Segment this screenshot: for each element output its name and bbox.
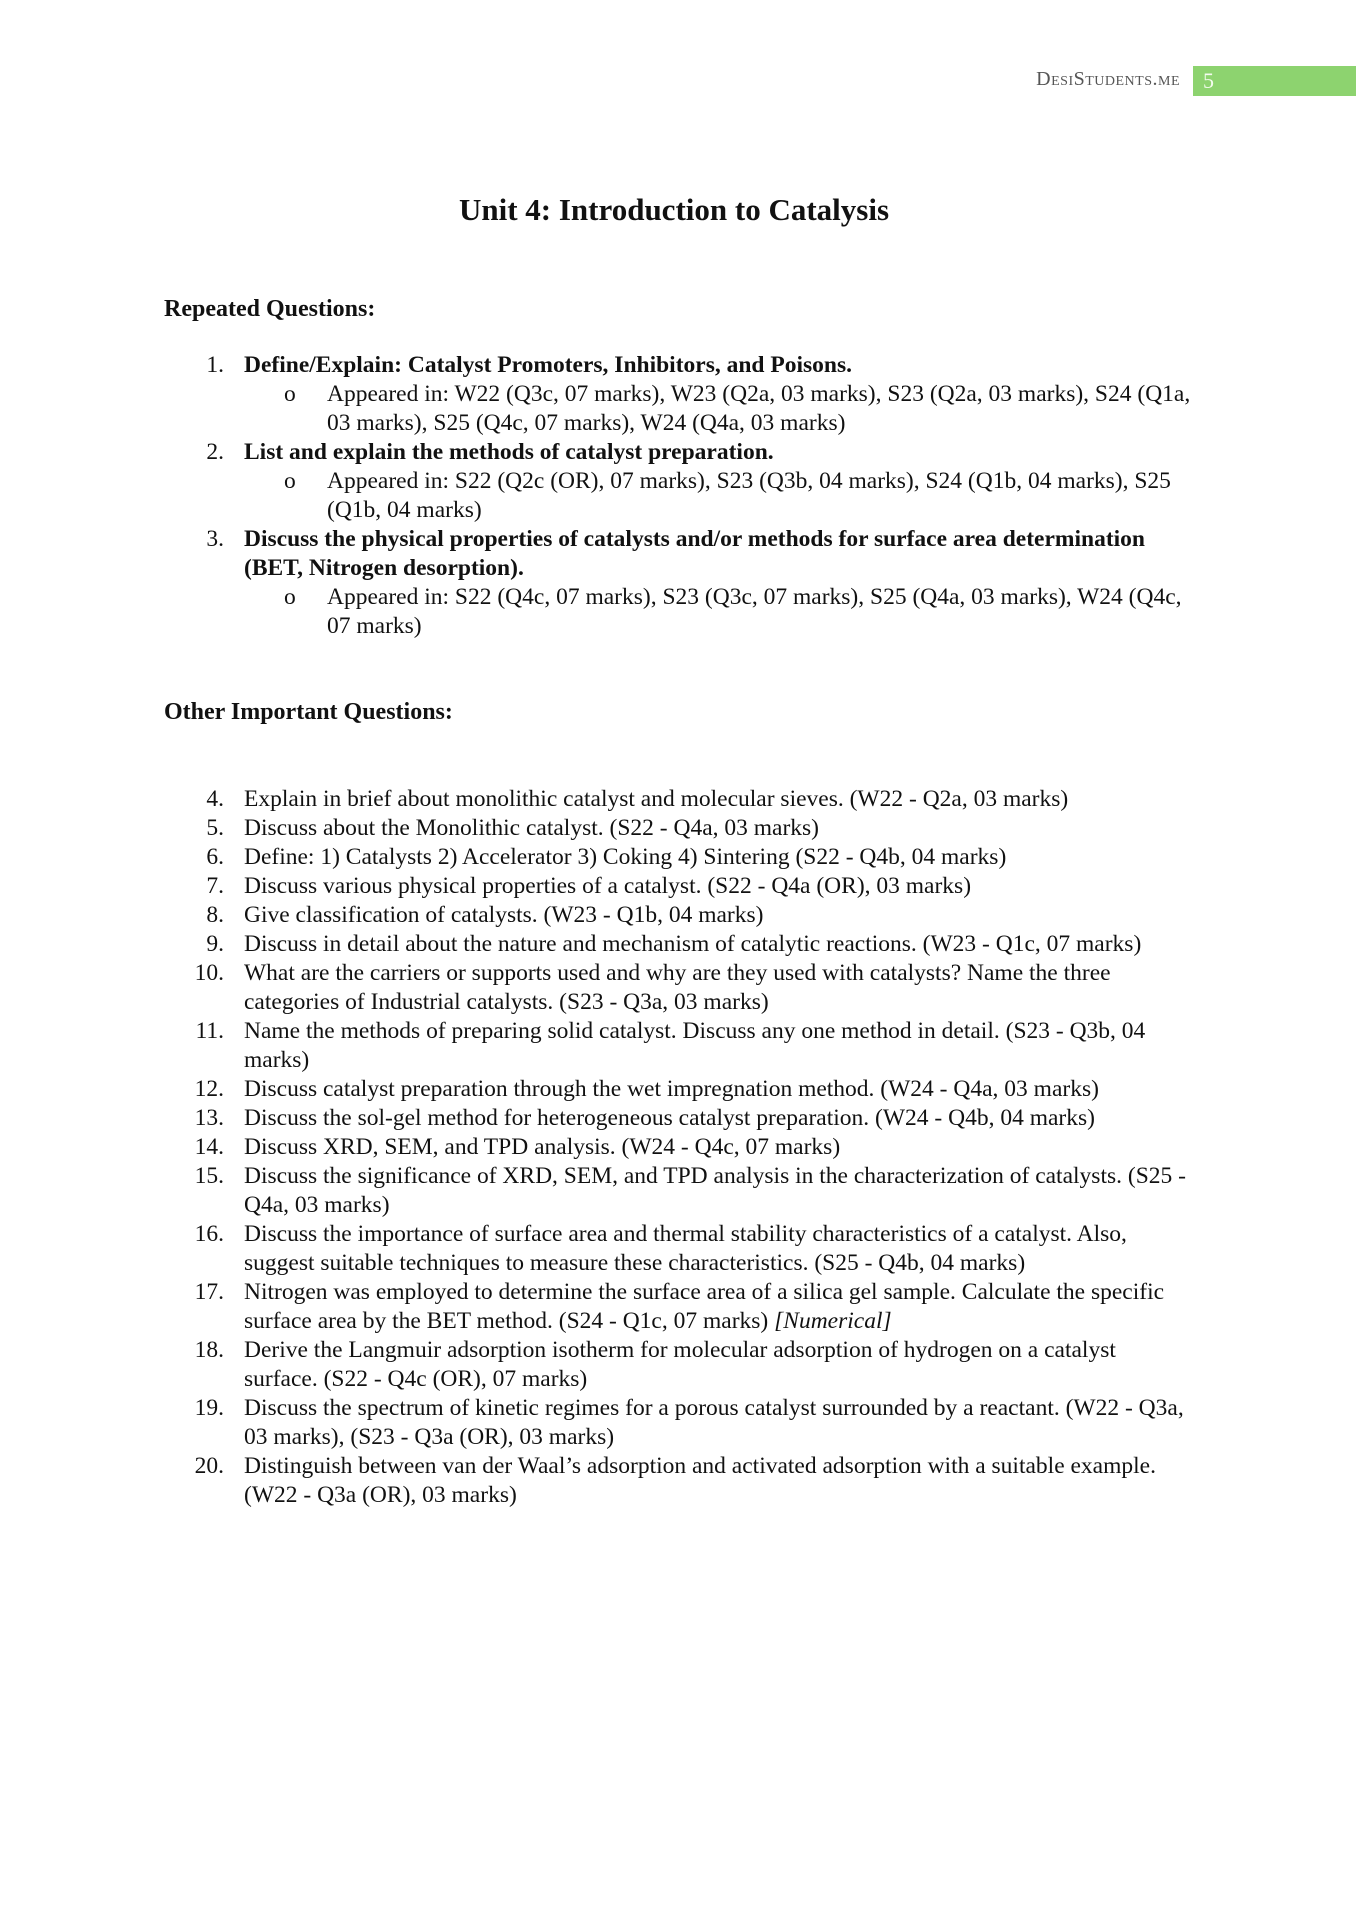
list-item bbox=[164, 1336, 1194, 1394]
page-number-badge: 5 bbox=[1193, 66, 1356, 96]
list-item bbox=[164, 959, 1194, 1017]
item-number: 11. bbox=[195, 1018, 224, 1044]
list-item bbox=[164, 351, 1194, 380]
item-number: 9. bbox=[206, 931, 224, 957]
list-item bbox=[164, 1452, 1194, 1510]
page-title: Unit 4: Introduction to Catalysis bbox=[458, 192, 890, 227]
question-text: Give classification of catalysts. (W23 - Q1b, 04 marks) bbox=[244, 902, 764, 928]
item-number: 12. bbox=[194, 1076, 224, 1102]
question-text: Discuss the significance of XRD, SEM, and TPD analysis in the characterization of catalysts. (S25 - Q4a, 03 marks) bbox=[244, 1163, 1186, 1218]
list-item bbox=[164, 1278, 1194, 1336]
other-questions-heading: Other Important Questions: bbox=[164, 699, 453, 725]
list-item bbox=[164, 438, 1194, 467]
list-item bbox=[164, 1104, 1194, 1133]
appeared-in-entry bbox=[164, 583, 1194, 641]
appeared-in-text: Appeared in: W22 (Q3c, 07 marks), W23 (Q2a, 03 marks), S23 (Q2a, 03 marks), S24 (Q1a, 03 marks), S25 (Q4c, 07 marks), W24 (Q4a, 03 marks) bbox=[327, 381, 1191, 436]
question-text: List and explain the methods of catalyst preparation. bbox=[244, 439, 774, 465]
question-text: Discuss catalyst preparation through the wet impregnation method. (W24 - Q4a, 03 marks) bbox=[244, 1076, 1099, 1102]
question-text: Discuss about the Monolithic catalyst. (S22 - Q4a, 03 marks) bbox=[244, 815, 820, 841]
item-number: 16. bbox=[194, 1221, 224, 1247]
bullet-icon: o bbox=[284, 381, 296, 407]
question-text: What are the carriers or supports used and why are they used with catalysts? Name the three categories of Industrial catalysts. (S23 - Q3a, 03 marks) bbox=[244, 960, 1111, 1015]
question-text: Define: 1) Catalysts 2) Accelerator 3) Coking 4) Sintering (S22 - Q4b, 04 marks) bbox=[244, 844, 1007, 870]
item-number: 14. bbox=[194, 1134, 224, 1160]
list-item bbox=[164, 785, 1194, 814]
item-number: 2. bbox=[206, 439, 224, 465]
question-text: Discuss in detail about the nature and mechanism of catalytic reactions. (W23 - Q1c, 07 marks) bbox=[244, 931, 1142, 957]
list-item bbox=[164, 1017, 1194, 1075]
list-item bbox=[164, 843, 1194, 872]
list-item bbox=[164, 1394, 1194, 1452]
list-item bbox=[164, 814, 1194, 843]
list-item bbox=[164, 901, 1194, 930]
appeared-in-text: Appeared in: S22 (Q4c, 07 marks), S23 (Q3c, 07 marks), S25 (Q4a, 03 marks), W24 (Q4c, 07 marks) bbox=[327, 584, 1182, 639]
item-number: 4. bbox=[206, 786, 224, 812]
appeared-in-text: Appeared in: S22 (Q2c (OR), 07 marks), S23 (Q3b, 04 marks), S24 (Q1b, 04 marks), S25 (Q1b, 04 marks) bbox=[327, 468, 1171, 523]
list-item bbox=[164, 1162, 1194, 1220]
item-number: 1. bbox=[206, 352, 224, 378]
list-item bbox=[164, 525, 1194, 583]
bullet-icon: o bbox=[284, 584, 296, 610]
item-number: 7. bbox=[206, 873, 224, 899]
list-item bbox=[164, 872, 1194, 901]
list-item bbox=[164, 1133, 1194, 1162]
other-questions-list bbox=[164, 785, 1194, 1510]
item-number: 20. bbox=[194, 1453, 224, 1479]
item-number: 19. bbox=[194, 1395, 224, 1421]
page-header bbox=[0, 66, 1358, 96]
question-text: Name the methods of preparing solid catalyst. Discuss any one method in detail. (S23 - Q3b, 04 marks) bbox=[244, 1018, 1146, 1073]
list-item bbox=[164, 1220, 1194, 1278]
item-number: 13. bbox=[194, 1105, 224, 1131]
item-number: 17. bbox=[194, 1279, 224, 1305]
question-text: Derive the Langmuir adsorption isotherm for molecular adsorption of hydrogen on a catalyst surface. (S22 - Q4c (OR), 07 marks) bbox=[244, 1337, 1116, 1392]
question-text: Explain in brief about monolithic catalyst and molecular sieves. (W22 - Q2a, 03 marks) bbox=[244, 786, 1069, 812]
item-number: 8. bbox=[206, 902, 224, 928]
question-text: Discuss the spectrum of kinetic regimes for a porous catalyst surrounded by a reactant. (W22 - Q3a, 03 marks), (S23 - Q3a (OR), 03 marks) bbox=[244, 1395, 1184, 1450]
appeared-in-entry bbox=[164, 380, 1194, 438]
question-text: Define/Explain: Catalyst Promoters, Inhibitors, and Poisons. bbox=[244, 352, 852, 378]
item-number: 6. bbox=[206, 844, 224, 870]
numerical-tag: [Numerical] bbox=[774, 1308, 892, 1334]
item-number: 18. bbox=[194, 1337, 224, 1363]
item-number: 15. bbox=[194, 1163, 224, 1189]
list-item bbox=[164, 1075, 1194, 1104]
item-number: 5. bbox=[206, 815, 224, 841]
list-item bbox=[164, 930, 1194, 959]
question-text: Nitrogen was employed to determine the surface area of a silica gel sample. Calculate the specific surface area by the BET method. (S24 - Q1c, 07 marks) bbox=[244, 1279, 1165, 1334]
question-text: Discuss XRD, SEM, and TPD analysis. (W24 - Q4c, 07 marks) bbox=[244, 1134, 841, 1160]
item-number: 3. bbox=[206, 526, 224, 552]
site-name: DesiStudents.me bbox=[1036, 68, 1180, 90]
repeated-questions-list bbox=[164, 351, 1194, 641]
appeared-in-entry bbox=[164, 467, 1194, 525]
bullet-icon: o bbox=[284, 468, 296, 494]
item-number: 10. bbox=[194, 960, 224, 986]
question-text: Discuss various physical properties of a catalyst. (S22 - Q4a (OR), 03 marks) bbox=[244, 873, 972, 899]
repeated-questions-heading: Repeated Questions: bbox=[164, 296, 376, 322]
question-text: Discuss the physical properties of catalysts and/or methods for surface area determination (BET, Nitrogen desorption). bbox=[244, 526, 1145, 581]
question-text: Distinguish between van der Waal’s adsorption and activated adsorption with a suitable example. (W22 - Q3a (OR), 03 marks) bbox=[244, 1453, 1156, 1508]
question-text: Discuss the importance of surface area and thermal stability characteristics of a catalyst. Also, suggest suitable techniques to measure these characteristics. (S25 - Q4b, 04 marks) bbox=[244, 1221, 1127, 1276]
question-text: Discuss the sol-gel method for heterogeneous catalyst preparation. (W24 - Q4b, 04 marks) bbox=[244, 1105, 1095, 1131]
